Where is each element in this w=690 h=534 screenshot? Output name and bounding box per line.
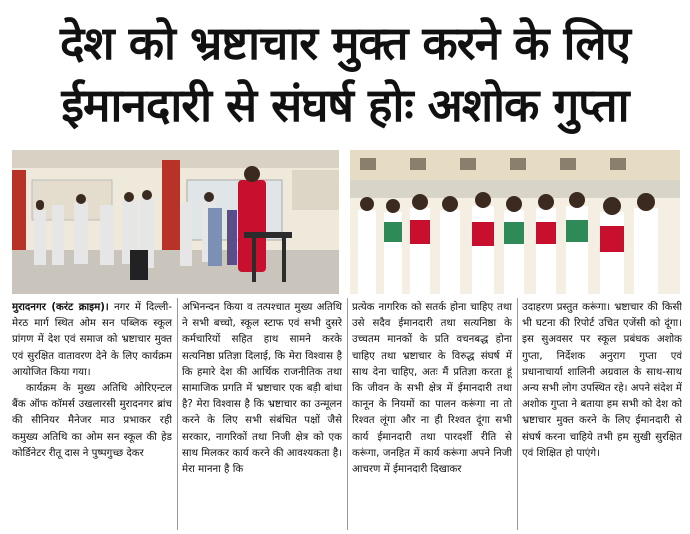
article-column-2 <box>182 300 342 530</box>
photo-students-pledge <box>350 150 680 294</box>
article-col4-text: उदाहरण प्रस्तुत करूंगा। भ्रष्टाचार की किसी भी घटना की रिपोर्ट उचित एजेंसी को दूंगा। इस सुअवसर पर स्कूल प्रबंधक अशोक गुप्ता, निर्देशक अनुराग गुप्ता एवं प्रधानाचार्या शालिनी अग्रवाल के साथ-साथ अन्य सभी लोग उपस्थित रहे। अपने संदेश में अशोक गुप्ता ने बताया हम सभी को देश को भ्रष्टाचार मुक्त करने के लिए ईमानदारी से संघर्ष करना चाहिये तभी हम सुखी सुरक्षित एवं शिक्षित हो पाएंगे। <box>522 302 682 459</box>
article-col3-text: प्रत्येक नागरिक को सतर्क होना चाहिए तथा उसे सदैव ईमानदारी तथा सत्यनिष्ठा के उच्चतम मानकों के प्रति वचनबद्ध होना चाहिए तथा भ्रष्टाचार के विरुद्ध संघर्ष में साथ देना चाहिए, अतः मैं प्रतिज्ञा करता हूं कि जीवन के सभी क्षेत्र में ईमानदारी तथा कानून के नियमों का पालन करूंगा ना तो रिश्वत लूंगा और ना ही रिश्वत दूंगा सभी कार्य ईमानदारी तथा पारदर्शी रीति से करूंगा, जनहित में कार्य करूंगा अपने निजी आचरण में ईमानदारी दिखाकर <box>352 302 512 476</box>
headline-line-1: देश को भ्रष्टाचार मुक्त करने के लिए <box>59 16 630 70</box>
photo-stage-event <box>12 150 339 294</box>
headline-line-2: ईमानदारी से संघर्ष होः अशोक गुप्ता <box>61 78 629 132</box>
column-rule-3 <box>517 298 518 530</box>
column-rule-2 <box>347 298 348 530</box>
article-col2-text: अभिनन्दन किया व तत्पश्चात मुख्य अतिथि ने सभी बच्चो, स्कूल स्टाफ एवं सभी दुसरे कर्मचारियों सहित हाथ सामने करके सत्यनिष्ठा प्रतिज्ञा दिलाई, कि मेरा विश्वास है कि हमारे देश की आर्थिक राजनीतिक तथा सामाजिक प्रगति में भ्रष्टाचार एक बड़ी बांधा है? मेरा विश्वास है कि भ्रष्टाचार का उन्मूलन करने के लिए सभी संबंधित पक्षों जैसे सरकार, नागरिकों तथा निजी क्षेत्र को एक साथ मिलकर कार्य करने की आवश्यकता है। मेरा मानना है कि <box>182 302 342 476</box>
article-column-3 <box>352 300 512 530</box>
dateline: मुरादनगर (करंट क्राइम)। <box>12 302 109 313</box>
article-column-4 <box>522 300 682 530</box>
column-rule-1 <box>177 298 178 530</box>
headline <box>0 0 690 148</box>
article-col1-para2: कार्यक्रम के मुख्य अतिथि ओरिएन्टल बैंक ऑफ कॉमर्स उखलारसी मुरादनगर ब्रांच की सीनियर मैनेजर माउ प्रभाकर रही कमुख्य अतिथि का ओम सन स्कूल की हेड कोर्डिनेटर रीतू दास ने पुष्पगुच्छ देकर <box>12 383 172 459</box>
article-column-1 <box>12 300 172 530</box>
article-col1-para1: नगर में दिल्ली-मेरठ मार्ग स्थित ओम सन पब्लिक स्कूल प्रांगण में देश एवं समाज को भ्रष्टाचार मुक्त एवं सुरक्षित वातावरण देने के लिए कार्यक्रम आयोजित किया गया। <box>12 302 172 378</box>
